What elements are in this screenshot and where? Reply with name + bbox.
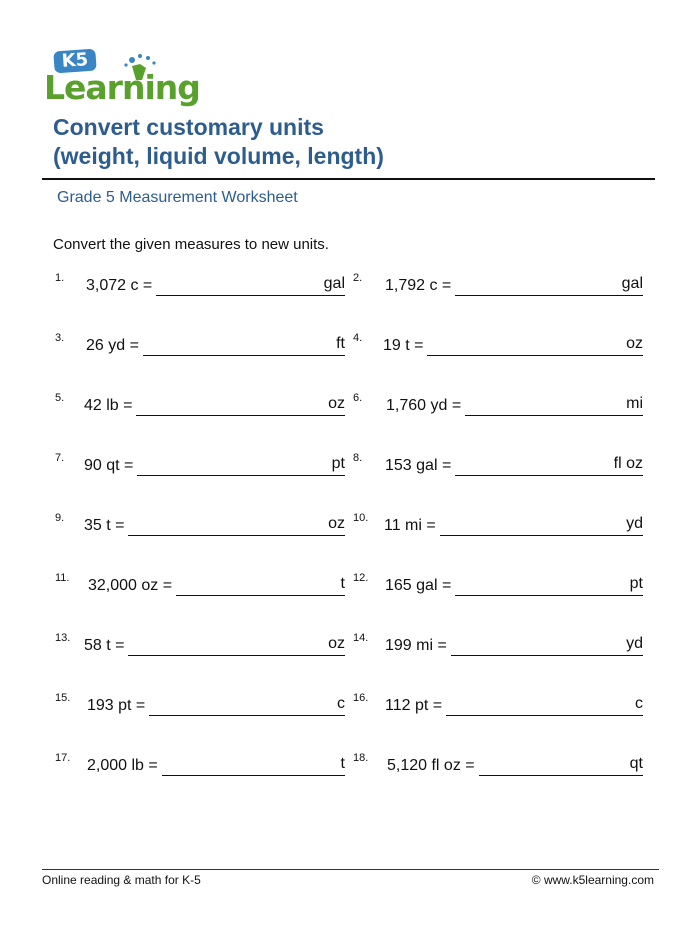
problem-expression: 112 pt =: [385, 697, 443, 714]
k5-learning-logo: [44, 46, 200, 107]
answer-blank[interactable]: c: [446, 693, 643, 716]
problem-number: 15.: [55, 692, 71, 704]
answer-blank[interactable]: fl oz: [455, 453, 643, 476]
problem-5: [55, 392, 345, 422]
problem-expression: 90 qt =: [84, 457, 134, 474]
problem-expression: 193 pt =: [87, 697, 146, 714]
problem-1: [55, 272, 345, 302]
answer-blank[interactable]: yd: [440, 513, 643, 536]
title-line-2: (weight, liquid volume, length): [53, 143, 384, 169]
footer-copyright-link[interactable]: © www.k5learning.com: [531, 873, 654, 887]
footer-tagline: Online reading & math for K-5: [42, 873, 201, 887]
problem-expression: 19 t =: [383, 337, 424, 354]
problem-4: [353, 332, 643, 362]
problem-expression: 153 gal =: [385, 457, 452, 474]
problem-3: [55, 332, 345, 362]
answer-blank[interactable]: yd: [451, 633, 643, 656]
logo-wordmark: Learning: [44, 68, 200, 107]
answer-blank[interactable]: oz: [427, 333, 643, 356]
answer-blank[interactable]: qt: [479, 753, 643, 776]
problem-number: 8.: [353, 452, 363, 464]
problem-number: 18.: [353, 752, 369, 764]
problem-number: 14.: [353, 632, 369, 644]
problem-expression: 1,792 c =: [385, 277, 452, 294]
problem-17: [55, 752, 345, 782]
problem-expression: 2,000 lb =: [87, 757, 158, 774]
problem-12: [353, 572, 643, 602]
problem-number: 5.: [55, 392, 65, 404]
answer-blank[interactable]: t: [162, 753, 345, 776]
problem-expression: 1,760 yd =: [386, 397, 462, 414]
problem-number: 7.: [55, 452, 65, 464]
answer-blank[interactable]: gal: [455, 273, 643, 296]
problem-16: [353, 692, 643, 722]
instructions: Convert the given measures to new units.: [53, 236, 329, 253]
problem-number: 13.: [55, 632, 71, 644]
problem-expression: 26 yd =: [86, 337, 139, 354]
problem-14: [353, 632, 643, 662]
problem-8: [353, 452, 643, 482]
answer-blank[interactable]: ft: [143, 333, 345, 356]
answer-blank[interactable]: mi: [465, 393, 643, 416]
problem-2: [353, 272, 643, 302]
problem-number: 11.: [55, 572, 70, 584]
problem-expression: 42 lb =: [84, 397, 133, 414]
problem-11: [55, 572, 345, 602]
problem-number: 3.: [55, 332, 65, 344]
footer-divider: [42, 869, 659, 870]
problem-number: 9.: [55, 512, 65, 524]
problem-expression: 11 mi =: [384, 517, 436, 534]
problem-18: [353, 752, 643, 782]
problem-expression: 199 mi =: [385, 637, 447, 654]
problem-10: [353, 512, 643, 542]
problem-number: 1.: [55, 272, 65, 284]
problem-expression: 35 t =: [84, 517, 125, 534]
problem-number: 10.: [353, 512, 369, 524]
answer-blank[interactable]: pt: [137, 453, 345, 476]
title-line-1: Convert customary units: [53, 114, 324, 140]
problem-number: 12.: [353, 572, 369, 584]
answer-blank[interactable]: pt: [455, 573, 643, 596]
problem-number: 17.: [55, 752, 71, 764]
problem-number: 4.: [353, 332, 363, 344]
answer-blank[interactable]: t: [176, 573, 345, 596]
answer-blank[interactable]: oz: [136, 393, 345, 416]
problem-13: [55, 632, 345, 662]
answer-blank[interactable]: oz: [128, 513, 345, 536]
problem-9: [55, 512, 345, 542]
problem-7: [55, 452, 345, 482]
page-title: [53, 113, 384, 171]
problem-15: [55, 692, 345, 722]
answer-blank[interactable]: oz: [128, 633, 345, 656]
problem-expression: 5,120 fl oz =: [387, 757, 475, 774]
problem-expression: 3,072 c =: [86, 277, 153, 294]
header-divider: [42, 178, 655, 180]
problem-number: 2.: [353, 272, 363, 284]
problem-expression: 165 gal =: [385, 577, 452, 594]
logo-badge: K5: [53, 49, 96, 74]
problem-number: 6.: [353, 392, 363, 404]
problem-expression: 32,000 oz =: [88, 577, 173, 594]
problem-expression: 58 t =: [84, 637, 125, 654]
worksheet-subtitle: Grade 5 Measurement Worksheet: [57, 189, 298, 206]
answer-blank[interactable]: c: [149, 693, 345, 716]
problem-number: 16.: [353, 692, 369, 704]
problem-6: [353, 392, 643, 422]
answer-blank[interactable]: gal: [156, 273, 345, 296]
